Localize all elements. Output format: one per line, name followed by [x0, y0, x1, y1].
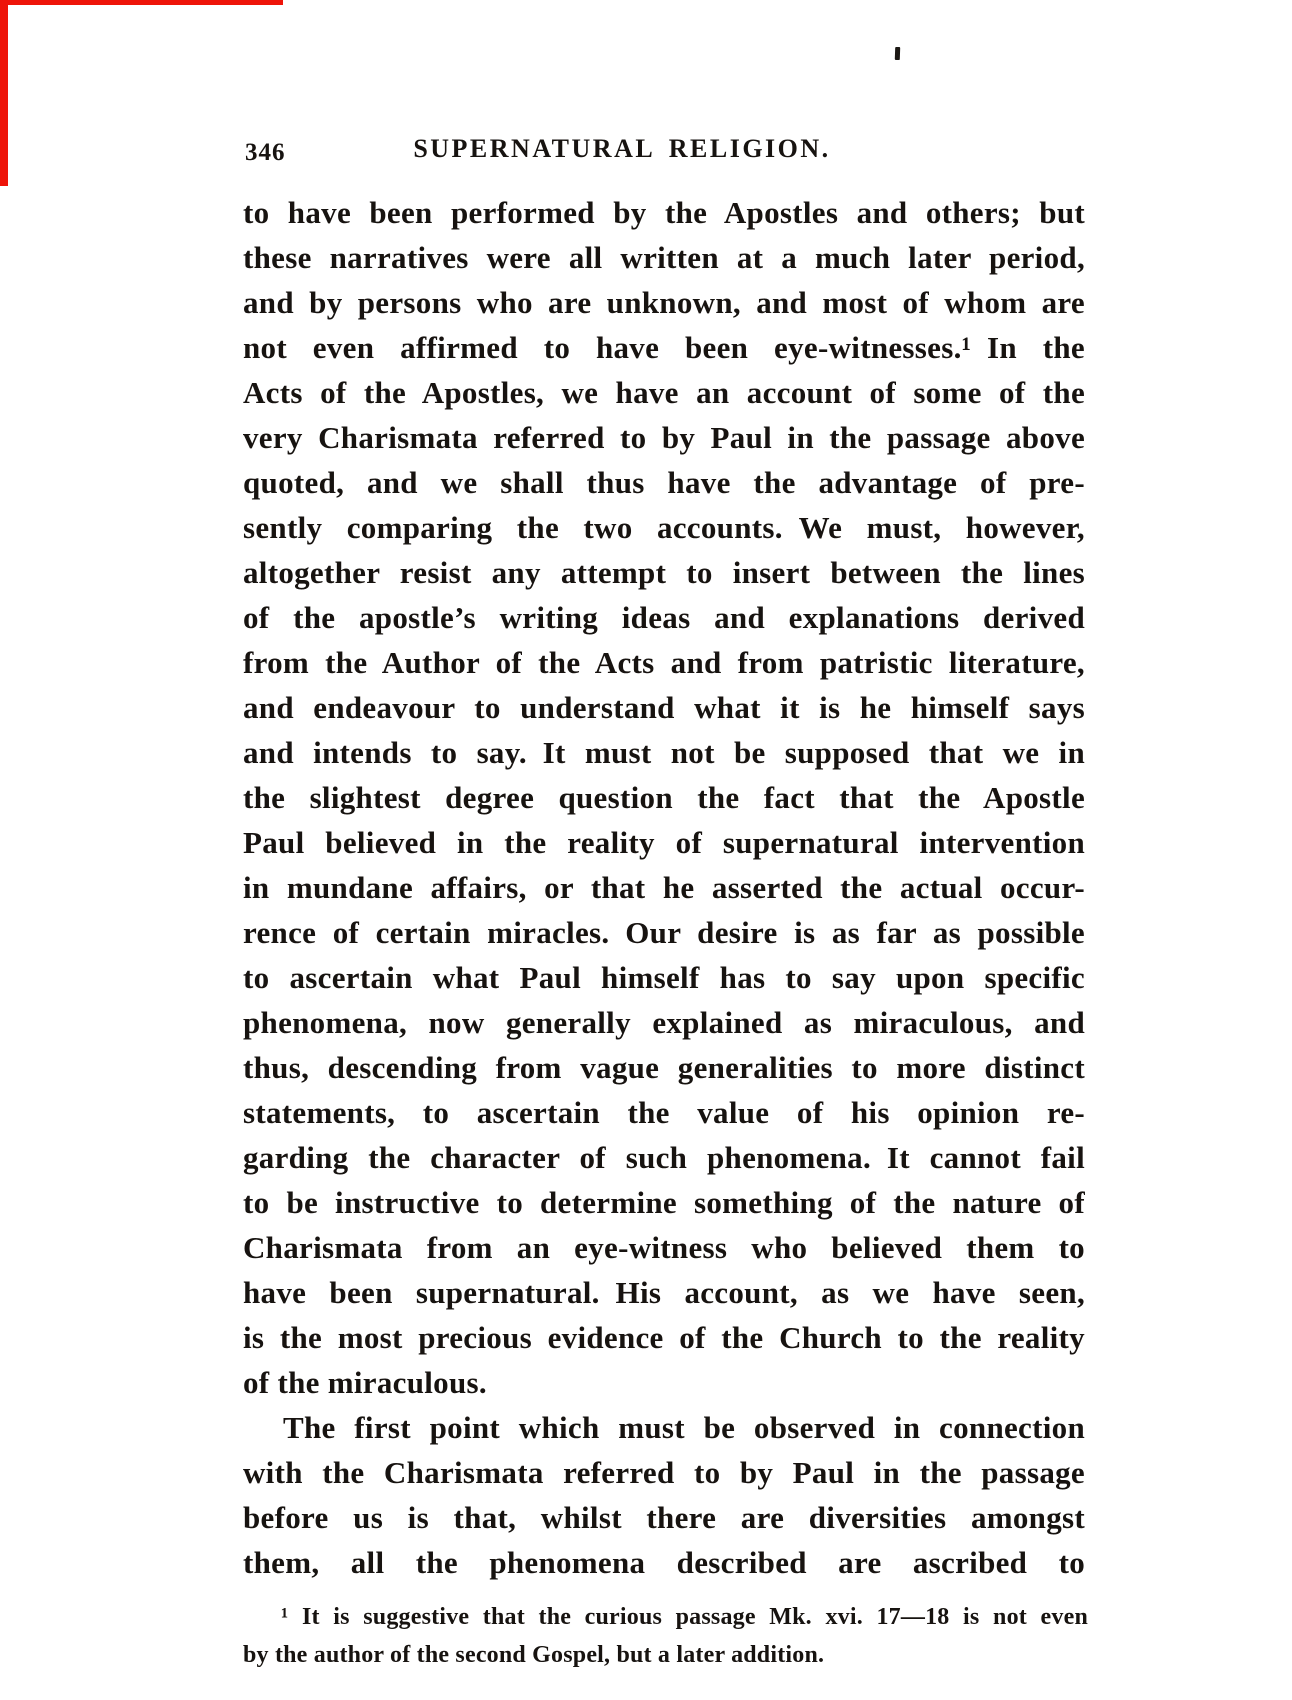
body-line: thus, descending from vague generalities to more distinct [243, 1050, 1085, 1085]
running-header-title: SUPERNATURAL RELIGION. [413, 134, 831, 163]
body-line: statements, to ascertain the value of his opinion re- [243, 1095, 1085, 1130]
body-line: is the most precious evidence of the Church to the reality [243, 1320, 1085, 1355]
body-line: and endeavour to understand what it is he himself says [243, 690, 1085, 725]
footnote-line: ¹ It is suggestive that the curious passage Mk. xvi. 17—18 is not even [281, 1604, 1088, 1630]
body-line: Paul believed in the reality of supernatural intervention [243, 825, 1085, 860]
body-line: with the Charismata referred to by Paul in the passage [243, 1455, 1085, 1490]
body-line: garding the character of such phenomena. It cannot fail [243, 1140, 1085, 1175]
body-line: the slightest degree question the fact that the Apostle [243, 780, 1085, 815]
footnote [243, 1598, 1088, 1674]
body-line: in mundane affairs, or that he asserted the actual occur- [243, 870, 1085, 905]
body-line: not even affirmed to have been eye-witnesses.¹ In the [243, 330, 1085, 365]
body-text-block [243, 190, 1085, 1585]
body-line: of the apostle’s writing ideas and explanations derived [243, 600, 1085, 635]
body-line: to be instructive to determine something of the nature of [243, 1185, 1085, 1220]
page-number: 346 [245, 139, 286, 166]
body-line: altogether resist any attempt to insert between the lines [243, 555, 1085, 590]
body-line-paragraph-start: The first point which must be observed in connection [283, 1410, 1085, 1445]
body-line-paragraph-end: of the miraculous. [243, 1365, 487, 1400]
body-line: these narratives were all written at a much later period, [243, 240, 1085, 275]
body-line: and intends to say. It must not be supposed that we in [243, 735, 1085, 770]
body-line: from the Author of the Acts and from patristic literature, [243, 645, 1085, 680]
scan-edge-mark-left [0, 0, 8, 186]
body-line: rence of certain miracles. Our desire is as far as possible [243, 915, 1085, 950]
body-line: and by persons who are unknown, and most of whom are [243, 285, 1085, 320]
body-line: Charismata from an eye-witness who believed them to [243, 1230, 1085, 1265]
body-line: have been supernatural. His account, as we have seen, [243, 1275, 1085, 1310]
footnote-line: by the author of the second Gospel, but a later addition. [243, 1642, 825, 1668]
scan-edge-mark-top [0, 0, 283, 5]
body-line: phenomena, now generally explained as miraculous, and [243, 1005, 1085, 1040]
body-line: before us is that, whilst there are diversities amongst [243, 1500, 1085, 1535]
body-line: to ascertain what Paul himself has to say upon specific [243, 960, 1085, 995]
body-line: quoted, and we shall thus have the advantage of pre- [243, 465, 1085, 500]
body-line: very Charismata referred to by Paul in the passage above [243, 420, 1085, 455]
body-line: sently comparing the two accounts. We must, however, [243, 510, 1085, 545]
ink-speck [895, 47, 900, 60]
body-line: to have been performed by the Apostles and others; but [243, 195, 1085, 230]
body-line: Acts of the Apostles, we have an account of some of the [243, 375, 1085, 410]
body-line: them, all the phenomena described are ascribed to [243, 1545, 1085, 1580]
running-header [243, 134, 1085, 170]
